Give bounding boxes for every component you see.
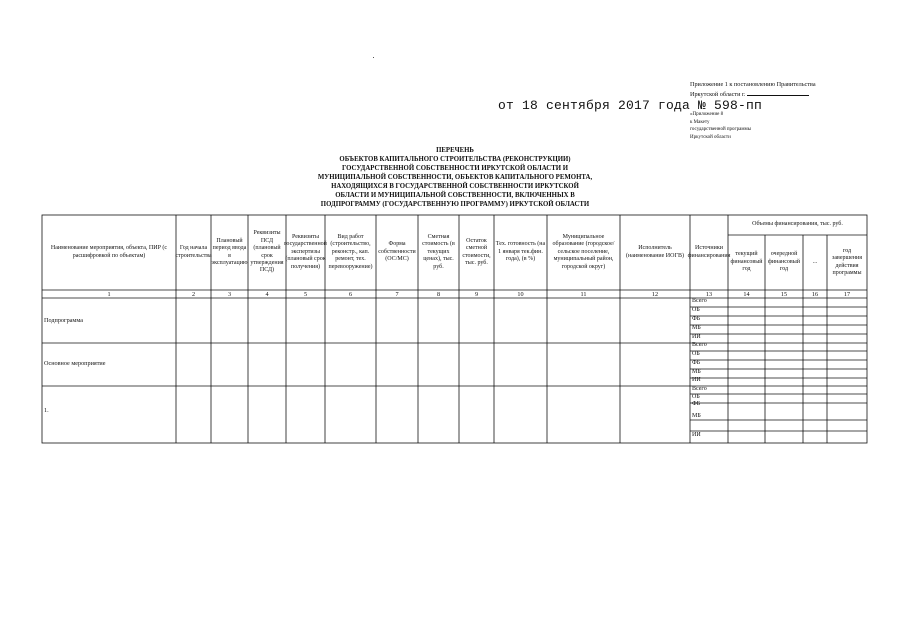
- document-title: ПЕРЕЧЕНЬ ОБЪЕКТОВ КАПИТАЛЬНОГО СТРОИТЕЛЬСТВА (РЕКОНСТРУКЦИИ) ГОСУДАРСТВЕННОЙ СОБСТВЕННОСТИ ИРКУТСКОЙ ОБЛАСТИ И МУНИЦИПАЛЬНОЙ СОБСТВЕННОСТИ, ОБЪЕКТОВ КАПИТАЛЬНОГО РЕМОНТА, НАХОДЯЩИХСЯ В ГОСУДАРСТВЕННОЙ СОБСТВЕННОСТИ ИРКУТСКОЙ ОБЛАСТИ И МУНИЦИПАЛЬНОЙ СОБСТВЕННОСТИ, ВКЛЮЧЕННЫХ В ПОДПРОГРАММУ (ГОСУДАРСТВЕННУЮ ПРОГРАММУ) ИРКУТСКОЙ ОБЛАСТИ: [317, 147, 593, 208]
- col-num-4: 4: [265, 291, 269, 298]
- source-fb: ФБ: [692, 401, 701, 407]
- header-start-year: Год начала строительства: [175, 245, 212, 259]
- source-ob: ОБ: [692, 394, 700, 400]
- header-remaining-cost: Остаток сметной стоимости, тыс. руб.: [462, 237, 491, 266]
- header-expertise: Реквизиты государственной экспертизы (плановый срок получения): [284, 233, 327, 270]
- header-municipality: Муниципальное образование (городское/сельское поселение, муниципальный район, городской округ): [552, 233, 615, 270]
- source-mb: МБ: [692, 369, 701, 375]
- col-num-5: 5: [303, 291, 308, 298]
- source-mb: МБ: [692, 413, 701, 419]
- decree-stamp: от 18 сентября 2017 года № 598-пп: [498, 98, 763, 113]
- source-total: Всего: [692, 386, 707, 392]
- col-num-15: 15: [780, 291, 788, 298]
- source-total: Всего: [692, 342, 707, 348]
- col-num-14: 14: [743, 291, 750, 298]
- header-commission-period: Плановый период ввода в эксплуатацию: [211, 237, 248, 266]
- col-num-17: 17: [843, 291, 851, 298]
- header-estimated-cost: Сметная стоимость (в текущих ценах), тыс. руб.: [422, 233, 455, 270]
- col-num-7: 7: [395, 291, 399, 298]
- header-ellipsis: ...: [812, 258, 818, 265]
- source-ob: ОБ: [692, 307, 700, 313]
- appendix-line-2: Иркутской области г.: [690, 89, 816, 99]
- col-num-11: 11: [580, 291, 587, 298]
- col-num-1: 1: [107, 291, 111, 298]
- col-num-10: 10: [517, 291, 524, 298]
- header-ownership: Форма собственности (ОС/МС): [378, 241, 416, 263]
- header-name: Наименование мероприятия, объекта, ПИР (с расшифровкой по объектам): [50, 245, 168, 259]
- source-ii: ИИ: [692, 334, 701, 340]
- source-ii: ИИ: [692, 377, 701, 383]
- col-num-12: 12: [651, 291, 659, 298]
- header-readiness: Тех. готовность (на 1 января тек.фин. года), (в %): [495, 241, 546, 263]
- header-next-year: очередной финансовый год: [768, 251, 800, 273]
- header-work-type: Вид работ (строительство, реконстр., кап. ремонт, тех. перевооружение): [328, 233, 373, 270]
- source-ii: ИИ: [692, 432, 701, 438]
- col-num-13: 13: [705, 291, 713, 298]
- appendix-line-1: Приложение 1 к постановлению Правительства: [690, 81, 816, 88]
- header-current-year: текущий финансовый год: [730, 251, 763, 273]
- row-label-main-activity: Основное мероприятие: [44, 360, 106, 367]
- source-fb: ФБ: [692, 316, 701, 322]
- header-final-year: год завершения действия программы: [832, 247, 862, 276]
- col-num-16: 16: [811, 291, 819, 298]
- row-label-item-1: 1.: [44, 407, 49, 414]
- appendix-small-note: «Приложение 8 к Макету государственной программы Иркутской области: [690, 112, 752, 140]
- header-funding-volume: Объемы финансирования, тыс. руб.: [752, 221, 843, 228]
- col-num-9: 9: [474, 291, 479, 298]
- header-psd: Реквизиты ПСД (плановый срок утверждения ПСД): [250, 230, 284, 274]
- col-num-2: 2: [191, 291, 196, 298]
- header-funding-sources: Источники финансирования: [687, 245, 731, 259]
- source-fb: ФБ: [692, 360, 701, 366]
- row-label-subprogram: Подпрограмма: [44, 317, 83, 324]
- source-mb: МБ: [692, 325, 701, 331]
- source-total: Всего: [692, 298, 707, 304]
- source-ob: ОБ: [692, 351, 700, 357]
- col-num-6: 6: [348, 291, 353, 298]
- col-num-3: 3: [227, 291, 232, 298]
- header-executor: Исполнитель (наименование ИОГВ): [626, 245, 684, 259]
- col-num-8: 8: [436, 291, 441, 298]
